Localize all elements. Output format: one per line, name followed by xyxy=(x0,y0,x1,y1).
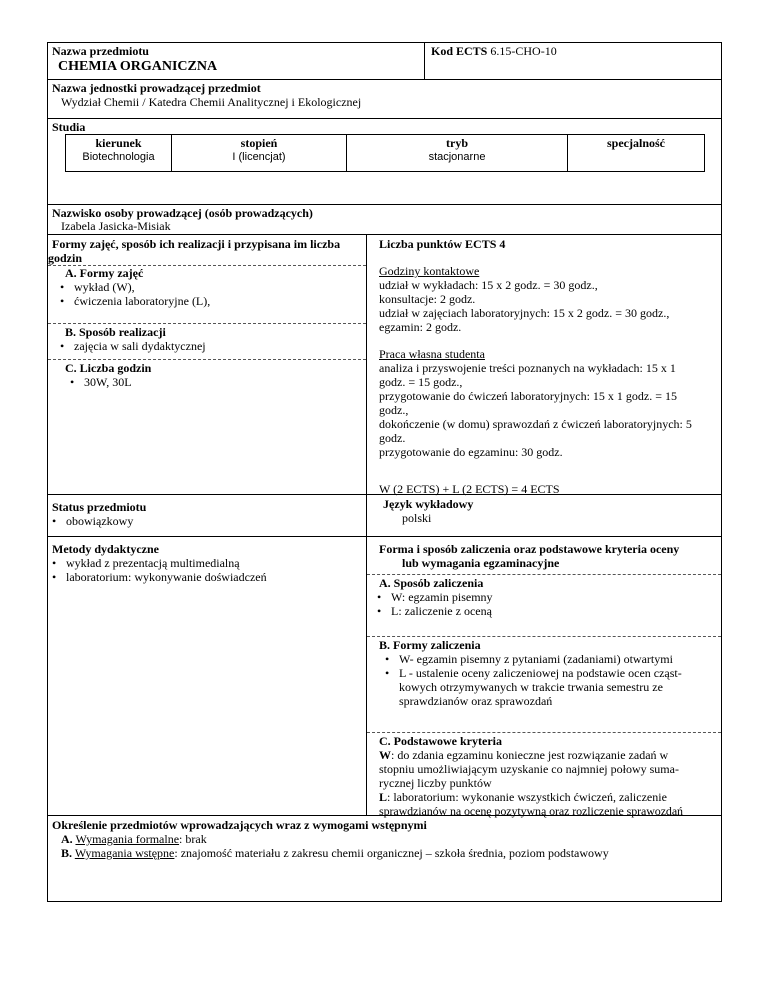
prerequisites-b-value: : znajomość materiału z zakresu chemii organicznej – szkoła średnia, poziom podstawowy xyxy=(174,846,609,860)
forms-divider-b xyxy=(48,323,366,324)
ects-code xyxy=(431,44,557,58)
assessment-b-item: • L - ustalenie oceny zaliczeniowej na podstawie ocen cząst- xyxy=(399,666,682,680)
assessment-a-item: • W: egzamin pisemny xyxy=(391,590,493,604)
assessment-b-item: • W- egzamin pisemny z pytaniami (zadaniami) otwartymi xyxy=(399,652,673,666)
subject-name: CHEMIA ORGANICZNA xyxy=(58,59,218,74)
studies-label: Studia xyxy=(52,120,86,134)
prerequisites-a-value: : brak xyxy=(179,832,207,846)
unit-label: Nazwa jednostki prowadzącej przedmiot xyxy=(52,81,261,95)
assessment-a-item: • L: zaliczenie z oceną xyxy=(391,604,492,618)
studies-value-tryb: stacjonarne xyxy=(428,151,486,163)
lecturer-value: Izabela Jasicka-Misiak xyxy=(61,219,171,233)
criteria-l-text: : laboratorium: wykonanie wszystkich ćwiczeń, zaliczenie xyxy=(387,790,667,804)
language-label: Język wykładowy xyxy=(383,497,474,511)
assessment-divider-b xyxy=(367,636,721,637)
studies-value-kierunek: Biotechnologia xyxy=(82,151,155,163)
forms-c-title: C. Liczba godzin xyxy=(65,361,152,375)
criteria-w-text: : do zdania egzaminu konieczne jest rozwiązanie zadań w xyxy=(391,748,669,762)
language-value: polski xyxy=(402,511,432,525)
studies-header-tryb: tryb xyxy=(446,136,468,150)
assessment-a-title: A. Sposób zaliczenia xyxy=(379,576,484,590)
criteria-l-label: L xyxy=(379,790,388,804)
assessment-c-title: C. Podstawowe kryteria xyxy=(379,734,502,748)
criteria-l-line xyxy=(379,790,667,804)
unit-value: Wydział Chemii / Katedra Chemii Analitycznej i Ekologicznej xyxy=(61,95,362,109)
ects-code-value: 6.15-CHO-10 xyxy=(490,44,557,58)
prerequisites-b-label: Wymagania wstępne xyxy=(74,846,175,860)
prerequisites-a-label: Wymagania formalne xyxy=(75,832,180,846)
ects-total: W (2 ECTS) + L (2 ECTS) = 4 ECTS xyxy=(379,482,560,496)
forms-title-line1: Formy zajęć, sposób ich realizacji i przypisana im liczba xyxy=(52,237,341,251)
forms-c-item: • 30W, 30L xyxy=(84,375,132,389)
status-label: Status przedmiotu xyxy=(52,500,147,514)
own-work-line: przygotowanie do ćwiczeń laboratoryjnych: 15 x 1 godz. = 15 xyxy=(379,389,678,403)
forms-a-item: • ćwiczenia laboratoryjne (L), xyxy=(74,294,210,308)
studies-header-specjalnosc: specjalność xyxy=(607,136,665,150)
own-work-title: Praca własna studenta xyxy=(379,347,485,361)
contact-line: udział w zajęciach laboratoryjnych: 15 x 2 godz. = 30 godz., xyxy=(379,306,670,320)
forms-b-item: • zajęcia w sali dydaktycznej xyxy=(74,339,206,353)
methods-label: Metody dydaktyczne xyxy=(52,542,159,556)
assessment-b-item-cont: kowych otrzymywanych w trakcie trwania semestru ze xyxy=(399,680,663,694)
contact-line: egzamin: 2 godz. xyxy=(379,320,462,334)
forms-a-item: • wykład (W), xyxy=(74,280,135,294)
prerequisites-a xyxy=(61,832,207,846)
forms-title-line2: godzin xyxy=(48,251,83,265)
own-work-line: godz., xyxy=(379,403,409,417)
forms-divider-c xyxy=(48,359,366,360)
contact-hours-title: Godziny kontaktowe xyxy=(379,264,480,278)
criteria-w-label: W xyxy=(379,748,391,762)
studies-table xyxy=(65,134,705,172)
lecturer-label: Nazwisko osoby prowadzącej (osób prowadzących) xyxy=(52,206,313,220)
own-work-line: dokończenie (w domu) sprawozdań z ćwiczeń laboratoryjnych: 5 xyxy=(379,417,692,431)
prerequisites-title: Określenie przedmiotów wprowadzających wraz z wymogami wstępnymi xyxy=(52,818,427,832)
own-work-line: przygotowanie do egzaminu: 30 godz. xyxy=(379,445,563,459)
criteria-w-line xyxy=(379,748,668,762)
forms-b-title: B. Sposób realizacji xyxy=(65,325,166,339)
subject-label: Nazwa przedmiotu xyxy=(52,44,149,58)
prerequisites-a-prefix: A. xyxy=(61,832,73,846)
status-item: • obowiązkowy xyxy=(66,514,133,528)
contact-line: konsultacje: 2 godz. xyxy=(379,292,476,306)
criteria-w-line: rycznej liczby punktów xyxy=(379,776,492,790)
assessment-b-title: B. Formy zaliczenia xyxy=(379,638,481,652)
criteria-w-line: stopniu umożliwiającym uzyskanie co najmniej połowy suma- xyxy=(379,762,679,776)
studies-value-stopien: I (licencjat) xyxy=(232,151,286,163)
criteria-l-line: sprawdzianów na ocenę pozytywną oraz rozliczenie sprawozdań xyxy=(379,804,683,818)
studies-header-kierunek: kierunek xyxy=(95,136,142,150)
forms-a-title: A. Formy zajęć xyxy=(65,266,144,280)
methods-item: • wykład z prezentacją multimedialną xyxy=(66,556,240,570)
studies-header-stopien: stopień xyxy=(240,136,278,150)
contact-line: udział w wykładach: 15 x 2 godz. = 30 godz., xyxy=(379,278,598,292)
assessment-title-line1: Forma i sposób zaliczenia oraz podstawowe kryteria oceny xyxy=(379,542,680,556)
ects-points-title: Liczba punktów ECTS 4 xyxy=(379,237,506,251)
own-work-line: godz. xyxy=(379,431,406,445)
own-work-line: analiza i przyswojenie treści poznanych na wykładach: 15 x 1 xyxy=(379,361,676,375)
prerequisites-b xyxy=(61,846,609,860)
methods-item: • laboratorium: wykonywanie doświadczeń xyxy=(66,570,267,584)
own-work-line: godz. = 15 godz., xyxy=(379,375,463,389)
assessment-title-line2: lub wymagania egzaminacyjne xyxy=(402,556,560,570)
assessment-b-item-cont: sprawdzianów oraz sprawozdań xyxy=(399,694,553,708)
prerequisites-b-prefix: B. xyxy=(61,846,73,860)
ects-code-label: Kod ECTS xyxy=(431,44,488,58)
assessment-divider-a xyxy=(367,574,721,575)
assessment-divider-c xyxy=(367,732,721,733)
